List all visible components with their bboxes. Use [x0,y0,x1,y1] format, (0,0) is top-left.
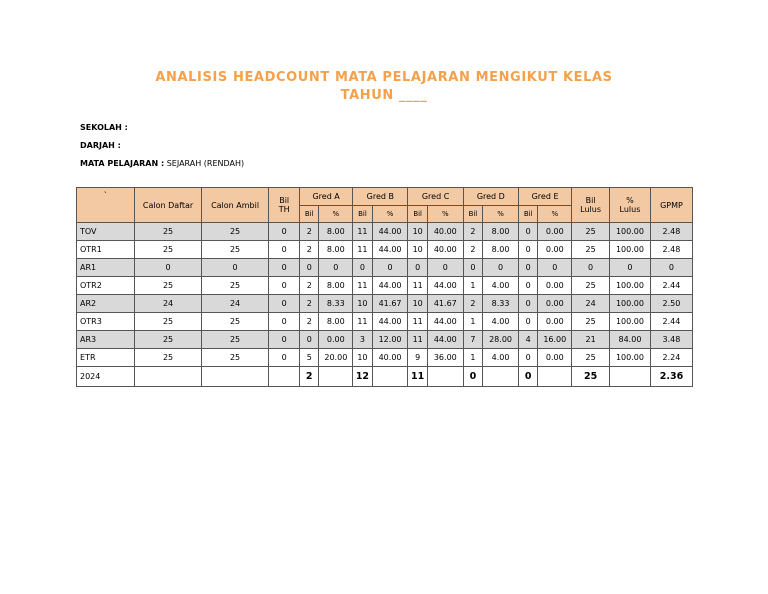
total-d-bil: 0 [463,367,482,387]
cell-b-pct: 44.00 [372,277,408,295]
cell-c-bil: 11 [408,331,427,349]
cell-c-pct: 40.00 [427,241,463,259]
cell-d-pct: 4.00 [483,277,519,295]
cell-lulus: 0 [572,259,610,277]
cell-pct-lulus: 84.00 [610,331,651,349]
total-lulus: 25 [572,367,610,387]
cell-pct-lulus: 100.00 [610,295,651,313]
table-row [77,241,693,259]
cell-d-pct: 8.33 [483,295,519,313]
cell-c-pct: 44.00 [427,331,463,349]
cell-e-bil: 0 [518,241,537,259]
cell-c-bil: 10 [408,241,427,259]
total-a-pct [319,367,353,387]
cell-pct-lulus: 100.00 [610,277,651,295]
table-row [77,277,693,295]
cell-e-pct: 0.00 [538,223,572,241]
report-title-line2: TAHUN ____ [340,88,428,103]
cell-ambil: 25 [201,277,269,295]
cell-ambil: 25 [201,241,269,259]
cell-d-pct: 4.00 [483,349,519,367]
table-row [77,259,693,277]
cell-e-pct: 0 [538,259,572,277]
header-bil-lulus-line2: Lulus [580,205,601,214]
meta-mata-pelajaran [80,159,244,169]
header-b-bil: Bil [353,206,372,223]
cell-pct-lulus: 100.00 [610,223,651,241]
cell-daftar: 25 [135,223,202,241]
cell-lulus: 25 [572,241,610,259]
report-title [0,69,768,105]
cell-c-bil: 10 [408,223,427,241]
cell-d-pct: 8.00 [483,223,519,241]
cell-lulus: 25 [572,223,610,241]
report-title-line1: ANALISIS HEADCOUNT MATA PELAJARAN MENGIKUT KELAS [155,70,613,85]
header-bil-lulus [572,188,610,223]
header-c-bil: Bil [408,206,427,223]
header-bil-lulus-line1: Bil [585,196,596,205]
cell-c-bil: 9 [408,349,427,367]
cell-th: 0 [269,223,300,241]
total-label: 2024 [77,367,135,387]
cell-c-pct: 44.00 [427,277,463,295]
cell-d-pct: 8.00 [483,241,519,259]
total-c-pct [427,367,463,387]
cell-b-pct: 12.00 [372,331,408,349]
cell-e-bil: 0 [518,223,537,241]
header-bil-th [269,188,300,223]
cell-ambil: 25 [201,313,269,331]
cell-c-bil: 11 [408,277,427,295]
header-gred-b: Gred B [353,188,408,206]
cell-ambil: 25 [201,223,269,241]
cell-label: OTR1 [77,241,135,259]
cell-pct-lulus: 100.00 [610,349,651,367]
total-c-bil: 11 [408,367,427,387]
meta-sekolah [80,123,128,133]
cell-daftar: 0 [135,259,202,277]
total-a-bil: 2 [300,367,319,387]
cell-a-bil: 5 [300,349,319,367]
header-gred-e: Gred E [518,188,571,206]
cell-c-pct: 40.00 [427,223,463,241]
header-calon-daftar: Calon Daftar [135,188,202,223]
cell-label: AR1 [77,259,135,277]
cell-e-bil: 0 [518,295,537,313]
cell-d-pct: 28.00 [483,331,519,349]
cell-th: 0 [269,313,300,331]
cell-d-pct: 4.00 [483,313,519,331]
cell-a-bil: 2 [300,241,319,259]
total-d-pct [483,367,519,387]
total-e-bil: 0 [518,367,537,387]
header-bil-th-line1: Bil [279,196,290,205]
cell-b-pct: 41.67 [372,295,408,313]
cell-gpmp: 2.50 [650,295,692,313]
total-th [269,367,300,387]
cell-a-bil: 0 [300,259,319,277]
header-corner: ` [77,188,135,223]
cell-b-pct: 44.00 [372,241,408,259]
table-row-total [77,367,693,387]
cell-a-pct: 8.00 [319,313,353,331]
cell-c-pct: 36.00 [427,349,463,367]
cell-b-pct: 44.00 [372,313,408,331]
headcount-table [76,187,693,387]
cell-b-bil: 3 [353,331,372,349]
cell-e-bil: 4 [518,331,537,349]
total-gpmp: 2.36 [650,367,692,387]
mata-pelajaran-label: MATA PELAJARAN : [80,159,165,168]
total-b-pct [372,367,408,387]
cell-th: 0 [269,259,300,277]
cell-a-bil: 2 [300,277,319,295]
cell-lulus: 25 [572,349,610,367]
cell-daftar: 25 [135,277,202,295]
cell-d-bil: 1 [463,349,482,367]
cell-c-pct: 41.67 [427,295,463,313]
header-gpmp: GPMP [650,188,692,223]
cell-gpmp: 2.48 [650,241,692,259]
cell-label: AR3 [77,331,135,349]
table-row [77,349,693,367]
table-row [77,313,693,331]
cell-th: 0 [269,295,300,313]
cell-e-pct: 0.00 [538,295,572,313]
table-row [77,295,693,313]
header-gred-c: Gred C [408,188,463,206]
header-c-pct: % [427,206,463,223]
cell-e-bil: 0 [518,277,537,295]
cell-pct-lulus: 100.00 [610,241,651,259]
cell-e-pct: 0.00 [538,277,572,295]
cell-lulus: 25 [572,277,610,295]
total-pct-lulus [610,367,651,387]
cell-c-pct: 0 [427,259,463,277]
cell-label: OTR2 [77,277,135,295]
cell-e-pct: 0.00 [538,241,572,259]
cell-e-pct: 0.00 [538,349,572,367]
table-row [77,223,693,241]
header-a-bil: Bil [300,206,319,223]
header-d-pct: % [483,206,519,223]
cell-pct-lulus: 0 [610,259,651,277]
cell-ambil: 0 [201,259,269,277]
header-calon-ambil: Calon Ambil [201,188,269,223]
cell-daftar: 25 [135,241,202,259]
cell-label: ETR [77,349,135,367]
cell-ambil: 25 [201,331,269,349]
header-e-pct: % [538,206,572,223]
cell-gpmp: 3.48 [650,331,692,349]
cell-a-bil: 2 [300,295,319,313]
cell-a-pct: 8.00 [319,223,353,241]
cell-gpmp: 2.24 [650,349,692,367]
cell-b-pct: 40.00 [372,349,408,367]
darjah-label: DARJAH : [80,141,121,150]
total-daftar [135,367,202,387]
cell-ambil: 25 [201,349,269,367]
cell-b-bil: 11 [353,313,372,331]
cell-a-pct: 0 [319,259,353,277]
cell-b-bil: 11 [353,223,372,241]
cell-a-pct: 8.33 [319,295,353,313]
total-e-pct [538,367,572,387]
cell-th: 0 [269,277,300,295]
cell-e-bil: 0 [518,313,537,331]
cell-b-bil: 10 [353,295,372,313]
cell-a-bil: 2 [300,313,319,331]
cell-d-bil: 2 [463,295,482,313]
cell-a-bil: 0 [300,331,319,349]
header-pct-lulus-line1: % [626,196,634,205]
cell-b-bil: 11 [353,241,372,259]
cell-d-bil: 7 [463,331,482,349]
header-b-pct: % [372,206,408,223]
cell-e-bil: 0 [518,349,537,367]
cell-ambil: 24 [201,295,269,313]
cell-label: OTR3 [77,313,135,331]
cell-b-pct: 0 [372,259,408,277]
cell-b-bil: 10 [353,349,372,367]
cell-d-bil: 1 [463,277,482,295]
table-body [77,223,693,387]
cell-a-pct: 0.00 [319,331,353,349]
header-pct-lulus [610,188,651,223]
table-row [77,331,693,349]
cell-a-pct: 8.00 [319,277,353,295]
header-gred-d: Gred D [463,188,518,206]
cell-c-bil: 10 [408,295,427,313]
cell-e-pct: 0.00 [538,313,572,331]
cell-gpmp: 2.44 [650,277,692,295]
cell-daftar: 25 [135,331,202,349]
cell-th: 0 [269,331,300,349]
cell-daftar: 25 [135,349,202,367]
header-a-pct: % [319,206,353,223]
sekolah-label: SEKOLAH : [80,123,128,132]
table-header [77,188,693,223]
cell-a-pct: 20.00 [319,349,353,367]
total-b-bil: 12 [353,367,372,387]
cell-b-bil: 0 [353,259,372,277]
cell-lulus: 24 [572,295,610,313]
cell-label: TOV [77,223,135,241]
total-ambil [201,367,269,387]
cell-c-pct: 44.00 [427,313,463,331]
cell-th: 0 [269,241,300,259]
cell-pct-lulus: 100.00 [610,313,651,331]
cell-lulus: 21 [572,331,610,349]
cell-d-pct: 0 [483,259,519,277]
cell-label: AR2 [77,295,135,313]
cell-d-bil: 2 [463,241,482,259]
cell-a-bil: 2 [300,223,319,241]
cell-e-bil: 0 [518,259,537,277]
cell-a-pct: 8.00 [319,241,353,259]
cell-d-bil: 0 [463,259,482,277]
header-gred-a: Gred A [300,188,353,206]
cell-gpmp: 2.48 [650,223,692,241]
cell-c-bil: 11 [408,313,427,331]
header-bil-th-line2: TH [278,205,290,214]
cell-b-pct: 44.00 [372,223,408,241]
cell-e-pct: 16.00 [538,331,572,349]
cell-c-bil: 0 [408,259,427,277]
cell-b-bil: 11 [353,277,372,295]
mata-pelajaran-value: SEJARAH (RENDAH) [166,159,245,168]
cell-gpmp: 2.44 [650,313,692,331]
cell-d-bil: 1 [463,313,482,331]
cell-d-bil: 2 [463,223,482,241]
header-pct-lulus-line2: Lulus [619,205,641,214]
cell-lulus: 25 [572,313,610,331]
cell-gpmp: 0 [650,259,692,277]
cell-daftar: 24 [135,295,202,313]
cell-th: 0 [269,349,300,367]
cell-daftar: 25 [135,313,202,331]
header-d-bil: Bil [463,206,482,223]
header-e-bil: Bil [518,206,537,223]
meta-darjah [80,141,121,151]
